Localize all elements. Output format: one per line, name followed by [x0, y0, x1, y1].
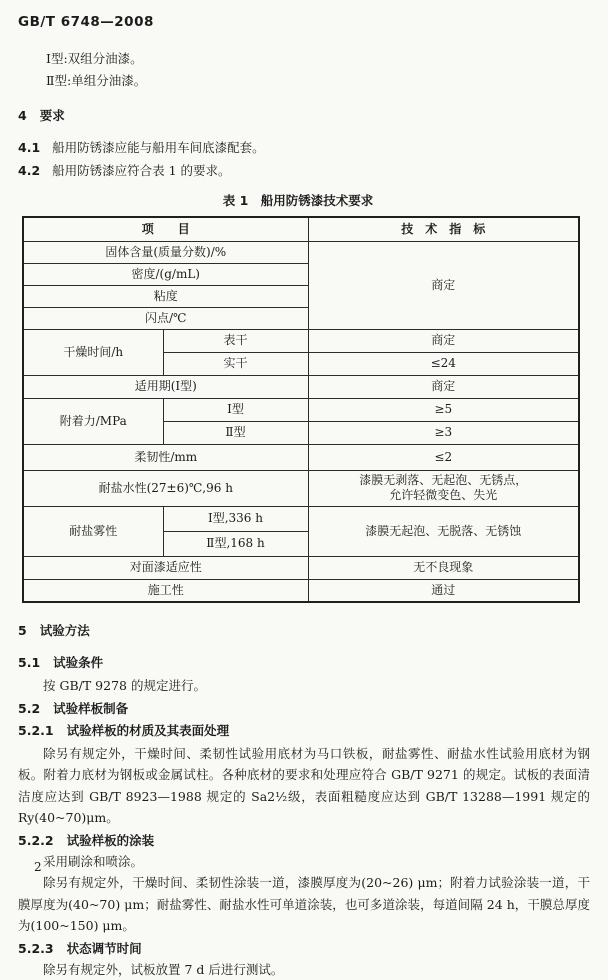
clause-4-1-text: 船用防锈漆应能与船用车间底漆配套。 [52, 140, 265, 155]
cell-viscosity: 粘度 [23, 285, 308, 307]
table-1-caption: 表 1 船用防锈漆技术要求 [18, 191, 578, 209]
table-header-item: 项 目 [23, 217, 308, 241]
section-5-2-3-body: 除另有规定外，试板放置 7 d 后进行测试。 [18, 959, 590, 980]
cell-adhesion-type2-spec: ≥3 [308, 421, 579, 444]
section-5-2-3-number: 5.2.3 [18, 941, 54, 956]
cell-salt-spray-type1: Ⅰ型,336 h [163, 506, 308, 531]
cell-solid-content-spec: 商定 [308, 241, 579, 329]
cell-salt-spray-type2: Ⅱ型,168 h [163, 531, 308, 556]
section-5-2-1-body: 除另有规定外，干燥时间、柔韧性试验用底材为马口铁板，耐盐雾性、耐盐水性试验用底材为钢板。附着力底材为钢板或金属试柱。各种底材的要求和处理应符合 GB/T 9271 的规定。试板的表面清洁度应达到 GB/T 8923—1988 规定的 Sa2½级，表面粗糙度应达到 GB/T 13288—1991 规定的 Ry(40~70)μm。 [18, 743, 590, 829]
cell-flexibility-spec: ≤2 [308, 444, 579, 470]
table-row [23, 329, 579, 352]
section-5-2-title: 试验样板制备 [53, 701, 128, 716]
cell-topcoat-compat-spec: 无不良现象 [308, 556, 579, 579]
cell-salt-water-spec [308, 470, 579, 506]
table-row [23, 506, 579, 531]
section-5-1-body: 按 GB/T 9278 的规定进行。 [18, 675, 590, 697]
section-5-2-number: 5.2 [18, 701, 40, 716]
clause-4-1 [18, 136, 590, 159]
cell-adhesion-type2: Ⅱ型 [163, 421, 308, 444]
cell-drying-hard: 实干 [163, 352, 308, 375]
section-5-2-2-title: 试验样板的涂装 [67, 833, 155, 848]
section-5-2-3-heading [18, 939, 590, 959]
clause-4-2-text: 船用防锈漆应符合表 1 的要求。 [52, 163, 230, 178]
section-5-2-2-heading [18, 831, 590, 851]
cell-solid-content: 固体含量(质量分数)/% [23, 241, 308, 263]
table-row [23, 470, 579, 506]
paint-type-list [46, 48, 590, 92]
section-5-1-title: 试验条件 [53, 655, 103, 670]
cell-salt-water: 耐盐水性(27±6)℃,96 h [23, 470, 308, 506]
table-row [23, 241, 579, 263]
table-row [23, 375, 579, 398]
section-5-2-2-body2: 除另有规定外，干燥时间、柔韧性涂装一道，漆膜厚度为(20~26) μm；附着力试验涂装一道，干膜厚度为(40~70) μm；耐盐雾性、耐盐水性可单道涂装，也可多道涂装，每道间隔 24 h，干膜总厚度为(100~150) μm。 [18, 872, 590, 937]
clause-4-1-number: 4.1 [18, 140, 40, 155]
cell-pot-life-spec: 商定 [308, 375, 579, 398]
cell-flexibility: 柔韧性/mm [23, 444, 308, 470]
cell-topcoat-compat: 对面漆适应性 [23, 556, 308, 579]
cell-drying-hard-spec: ≤24 [308, 352, 579, 375]
cell-workability: 施工性 [23, 579, 308, 602]
section-4-heading [18, 106, 590, 126]
section-5-title: 试验方法 [40, 623, 90, 638]
section-4-title: 要求 [40, 108, 65, 123]
clause-4-2 [18, 159, 590, 182]
section-5-2-2-body1: 采用刷涂和喷涂。 [18, 851, 590, 873]
section-5-1-heading [18, 653, 590, 673]
clause-4-2-number: 4.2 [18, 163, 40, 178]
table-row [23, 556, 579, 579]
cell-density: 密度/(g/mL) [23, 263, 308, 285]
section-4-number: 4 [18, 108, 27, 123]
cell-drying-surface: 表干 [163, 329, 308, 352]
cell-drying-surface-spec: 商定 [308, 329, 579, 352]
table-row [23, 398, 579, 421]
cell-salt-spray-label: 耐盐雾性 [23, 506, 163, 556]
table-header-spec: 技 术 指 标 [308, 217, 579, 241]
section-5-heading [18, 621, 590, 641]
table-row [23, 579, 579, 602]
section-5-2-1-title: 试验样板的材质及其表面处理 [67, 723, 230, 738]
cell-adhesion-type1: Ⅰ型 [163, 398, 308, 421]
section-5-2-2-number: 5.2.2 [18, 833, 54, 848]
cell-drying-time-label: 干燥时间/h [23, 329, 163, 375]
section-5-2-3-title: 状态调节时间 [67, 941, 142, 956]
table-row [23, 444, 579, 470]
section-5-number: 5 [18, 623, 27, 638]
paint-type-1: Ⅰ型:双组分油漆。 [46, 48, 590, 70]
doc-number: GB/T 6748—2008 [18, 14, 590, 30]
section-5-2-heading [18, 699, 590, 719]
salt-water-spec-line2: 允许轻微变色、失光 [312, 488, 576, 503]
cell-pot-life: 适用期(Ⅰ型) [23, 375, 308, 398]
section-5-1-number: 5.1 [18, 655, 40, 670]
cell-adhesion-type1-spec: ≥5 [308, 398, 579, 421]
cell-flash-point: 闪点/℃ [23, 307, 308, 329]
cell-workability-spec: 通过 [308, 579, 579, 602]
salt-water-spec-line1: 漆膜无剥落、无起泡、无锈点， [312, 473, 576, 488]
cell-salt-spray-spec: 漆膜无起泡、无脱落、无锈蚀 [308, 506, 579, 556]
page-number: 2 [34, 860, 42, 874]
section-5-2-1-number: 5.2.1 [18, 723, 54, 738]
section-5-2-1-heading [18, 721, 590, 741]
requirements-table [22, 216, 580, 603]
cell-adhesion-label: 附着力/MPa [23, 398, 163, 444]
paint-type-2: Ⅱ型:单组分油漆。 [46, 70, 590, 92]
